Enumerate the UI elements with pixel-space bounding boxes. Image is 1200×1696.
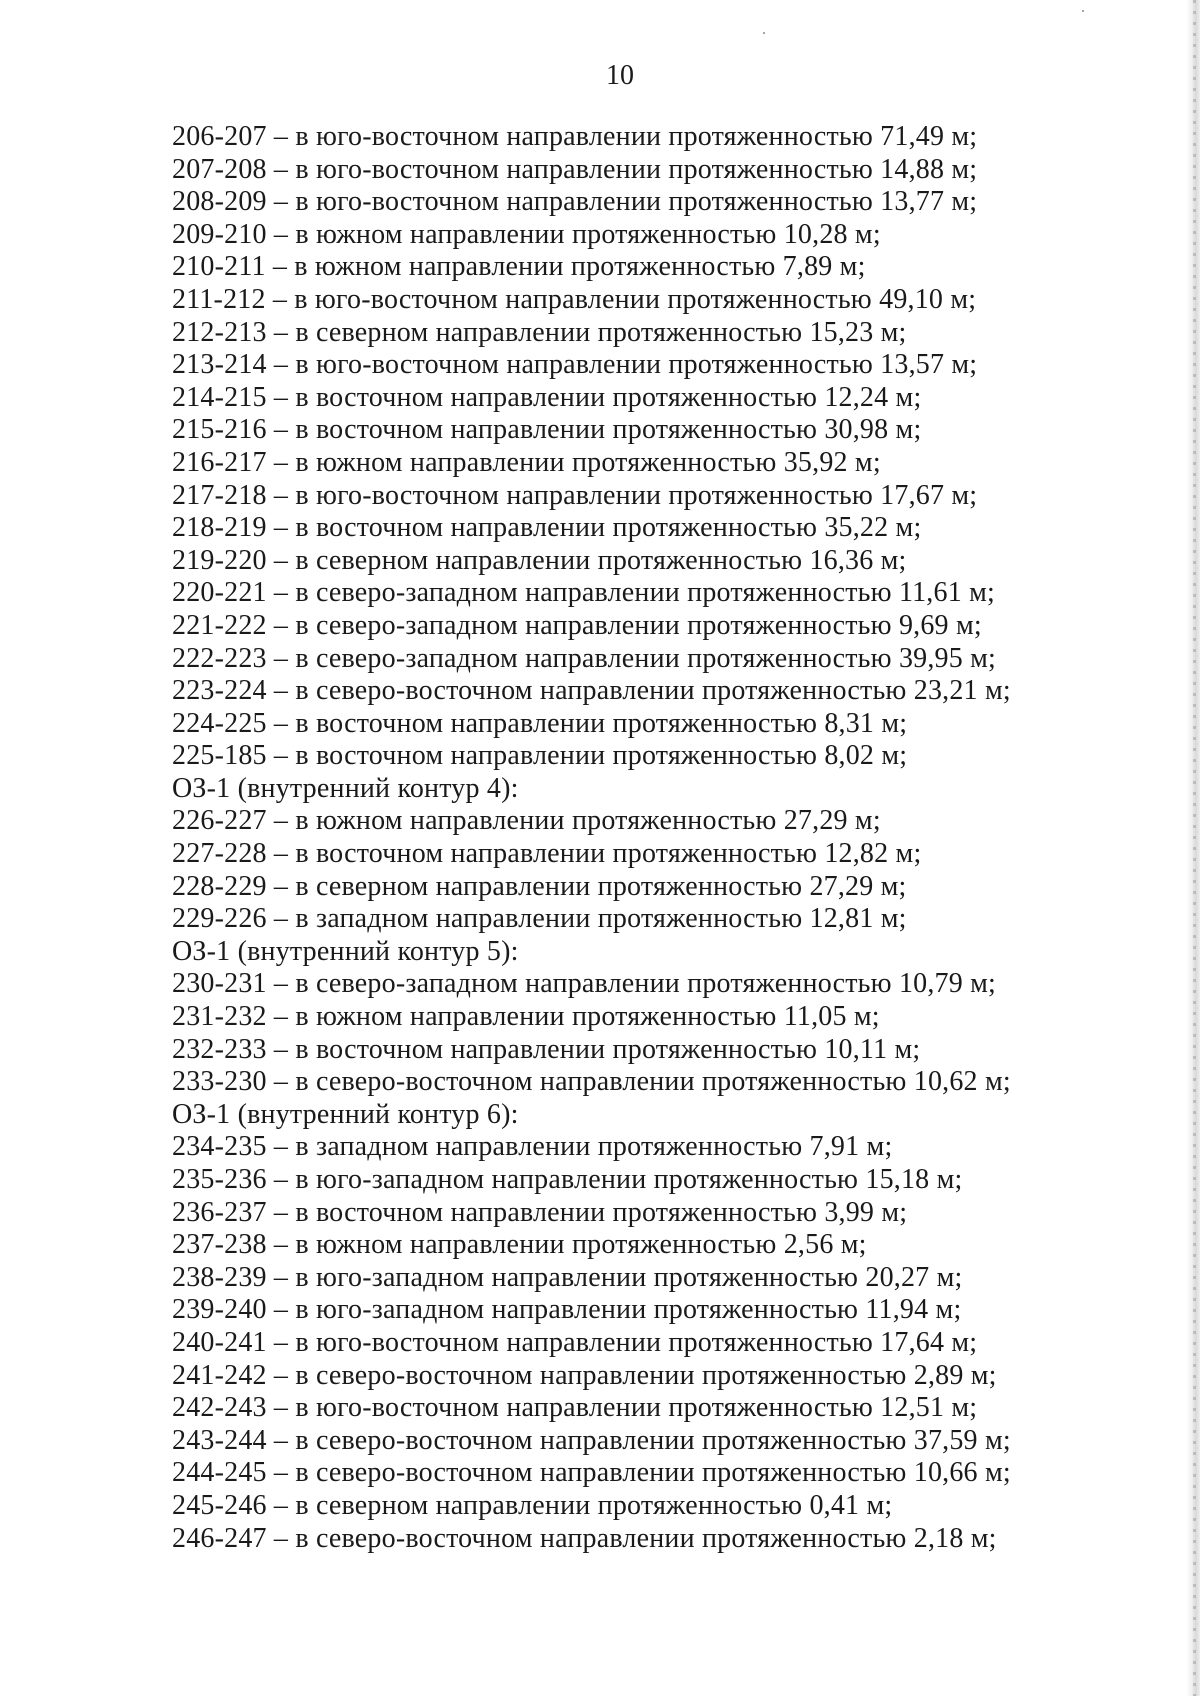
boundary-segment-line: 241-242 – в северо-восточном направлении протяженностью 2,89 м; <box>172 1359 997 1391</box>
boundary-segment-line: 237-238 – в южном направлении протяженностью 2,56 м; <box>172 1229 867 1261</box>
boundary-segment-line: 245-246 – в северном направлении протяженностью 0,41 м; <box>172 1489 893 1521</box>
boundary-segment-line: 223-224 – в северо-восточном направлении протяженностью 23,21 м; <box>172 675 1011 707</box>
boundary-segment-line: 219-220 – в северном направлении протяженностью 16,36 м; <box>172 544 907 576</box>
boundary-segment-line: 213-214 – в юго-восточном направлении протяженностью 13,57 м; <box>172 349 978 381</box>
boundary-segment-line: 243-244 – в северо-восточном направлении протяженностью 37,59 м; <box>172 1424 1011 1456</box>
scan-speck <box>763 32 765 34</box>
boundary-segment-line: 244-245 – в северо-восточном направлении протяженностью 10,66 м; <box>172 1457 1011 1489</box>
boundary-segment-line: 216-217 – в южном направлении протяженностью 35,92 м; <box>172 446 881 478</box>
boundary-segment-line: 230-231 – в северо-западном направлении протяженностью 10,79 м; <box>172 968 997 1000</box>
boundary-segment-line: 211-212 – в юго-восточном направлении протяженностью 49,10 м; <box>172 283 977 315</box>
boundary-segment-line: 234-235 – в западном направлении протяженностью 7,91 м; <box>172 1131 893 1163</box>
section-heading: ОЗ-1 (внутренний контур 5): <box>172 935 519 967</box>
boundary-segment-line: 238-239 – в юго-западном направлении протяженностью 20,27 м; <box>172 1261 963 1293</box>
boundary-segment-line: 235-236 – в юго-западном направлении протяженностью 15,18 м; <box>172 1164 963 1195</box>
boundary-segment-line: 210-211 – в южном направлении протяженностью 7,89 м; <box>172 251 866 283</box>
boundary-segment-line: 229-226 – в западном направлении протяженностью 12,81 м; <box>172 903 907 935</box>
boundary-segment-line: 206-207 – в юго-восточном направлении протяженностью 71,49 м; <box>172 121 978 152</box>
scan-speck <box>1082 10 1084 12</box>
boundary-segment-line: 225-185 – в восточном направлении протяженностью 8,02 м; <box>172 740 908 772</box>
boundary-segment-line: 215-216 – в восточном направлении протяженностью 30,98 м; <box>172 414 922 446</box>
scan-edge-noise <box>1193 0 1196 1696</box>
boundary-segment-line: 233-230 – в северо-восточном направлении протяженностью 10,62 м; <box>172 1066 1011 1098</box>
boundary-segment-line: 207-208 – в юго-восточном направлении протяженностью 14,88 м; <box>172 153 978 185</box>
page-number: 10 <box>606 60 634 91</box>
boundary-segment-line: 212-213 – в северном направлении протяженностью 15,23 м; <box>172 316 907 348</box>
boundary-segment-line: 236-237 – в восточном направлении протяженностью 3,99 м; <box>172 1196 908 1228</box>
boundary-segment-line: 232-233 – в восточном направлении протяженностью 10,11 м; <box>172 1033 921 1065</box>
boundary-segment-line: 246-247 – в северо-восточном направлении протяженностью 2,18 м; <box>172 1522 997 1554</box>
boundary-segment-line: 231-232 – в южном направлении протяженностью 11,05 м; <box>172 1001 880 1033</box>
boundary-segment-line: 208-209 – в юго-восточном направлении протяженностью 13,77 м; <box>172 186 978 218</box>
boundary-segment-line: 214-215 – в восточном направлении протяженностью 12,24 м; <box>172 381 922 413</box>
boundary-segment-line: 217-218 – в юго-восточном направлении протяженностью 17,67 м; <box>172 479 978 511</box>
boundary-segment-line: 242-243 – в юго-восточном направлении протяженностью 12,51 м; <box>172 1392 978 1424</box>
boundary-segment-line: 239-240 – в юго-западном направлении протяженностью 11,94 м; <box>172 1294 962 1326</box>
boundary-segment-line: 240-241 – в юго-восточном направлении протяженностью 17,64 м; <box>172 1326 978 1358</box>
boundary-segment-line: 222-223 – в северо-западном направлении протяженностью 39,95 м; <box>172 642 997 674</box>
boundary-description <box>172 121 1140 1555</box>
section-heading: ОЗ-1 (внутренний контур 6): <box>172 1098 519 1130</box>
boundary-segment-line: 228-229 – в северном направлении протяженностью 27,29 м; <box>172 870 907 902</box>
boundary-segment-line: 209-210 – в южном направлении протяженностью 10,28 м; <box>172 218 881 250</box>
boundary-segment-line: 220-221 – в северо-западном направлении протяженностью 11,61 м; <box>172 577 996 609</box>
boundary-segment-line: 227-228 – в восточном направлении протяженностью 12,82 м; <box>172 838 922 870</box>
boundary-segment-line: 221-222 – в северо-западном направлении протяженностью 9,69 м; <box>172 609 982 641</box>
boundary-segment-line: 226-227 – в южном направлении протяженностью 27,29 м; <box>172 805 881 837</box>
boundary-segment-line: 218-219 – в восточном направлении протяженностью 35,22 м; <box>172 512 922 544</box>
boundary-segment-line: 224-225 – в восточном направлении протяженностью 8,31 м; <box>172 707 908 739</box>
section-heading: ОЗ-1 (внутренний контур 4): <box>172 772 519 804</box>
